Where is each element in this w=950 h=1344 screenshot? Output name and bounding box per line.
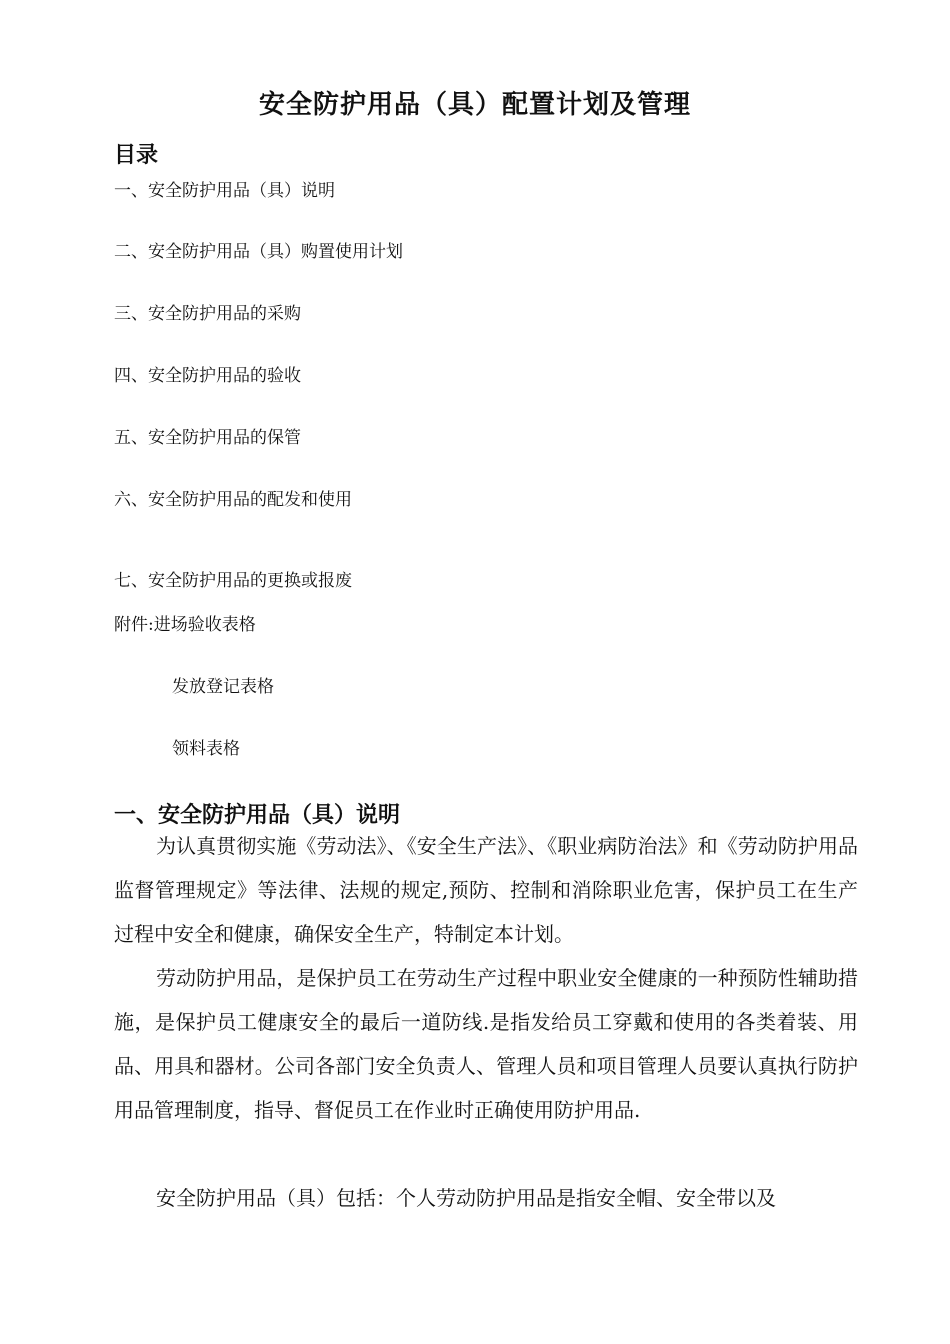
section-1-heading: 一、安全防护用品（具）说明 — [114, 803, 401, 828]
toc-item-4: 四、安全防护用品的验收 — [114, 366, 301, 386]
toc-attachment-requisition-form: 领料表格 — [172, 739, 240, 759]
toc-item-5: 五、安全防护用品的保管 — [114, 428, 301, 448]
toc-item-6: 六、安全防护用品的配发和使用 — [114, 490, 352, 510]
document-title: 安全防护用品（具）配置计划及管理 — [258, 90, 691, 120]
section-1-paragraph-1: 为认真贯彻实施《劳动法》、《安全生产法》、《职业病防治法》和《劳动防护用品监督管理规定》等法律、法规的规定,预防、控制和消除职业危害，保护员工在生产过程中安全和健康，确保安全生产，特制定本计划。 — [114, 834, 858, 946]
toc-attachment-heading: 附件:进场验收表格 — [114, 615, 256, 635]
toc-heading: 目录 — [114, 143, 159, 168]
toc-attachment-issue-form: 发放登记表格 — [172, 677, 274, 697]
section-1-paragraph-3: 安全防护用品（具）包括：个人劳动防护用品是指安全帽、安全带以及 — [156, 1186, 776, 1210]
section-1-paragraph-2: 劳动防护用品，是保护员工在劳动生产过程中职业安全健康的一种预防性辅助措施，是保护员工健康安全的最后一道防线.是指发给员工穿戴和使用的各类着装、用品、用具和器材。公司各部门安全负责人、管理人员和项目管理人员要认真执行防护用品管理制度，指导、督促员工在作业时正确使用防护用品. — [114, 966, 858, 1122]
toc-item-3: 三、安全防护用品的采购 — [114, 304, 301, 324]
toc-item-7: 七、安全防护用品的更换或报废 — [114, 571, 352, 591]
toc-item-2: 二、安全防护用品（具）购置使用计划 — [114, 242, 403, 262]
toc-item-1: 一、安全防护用品（具）说明 — [114, 181, 335, 201]
